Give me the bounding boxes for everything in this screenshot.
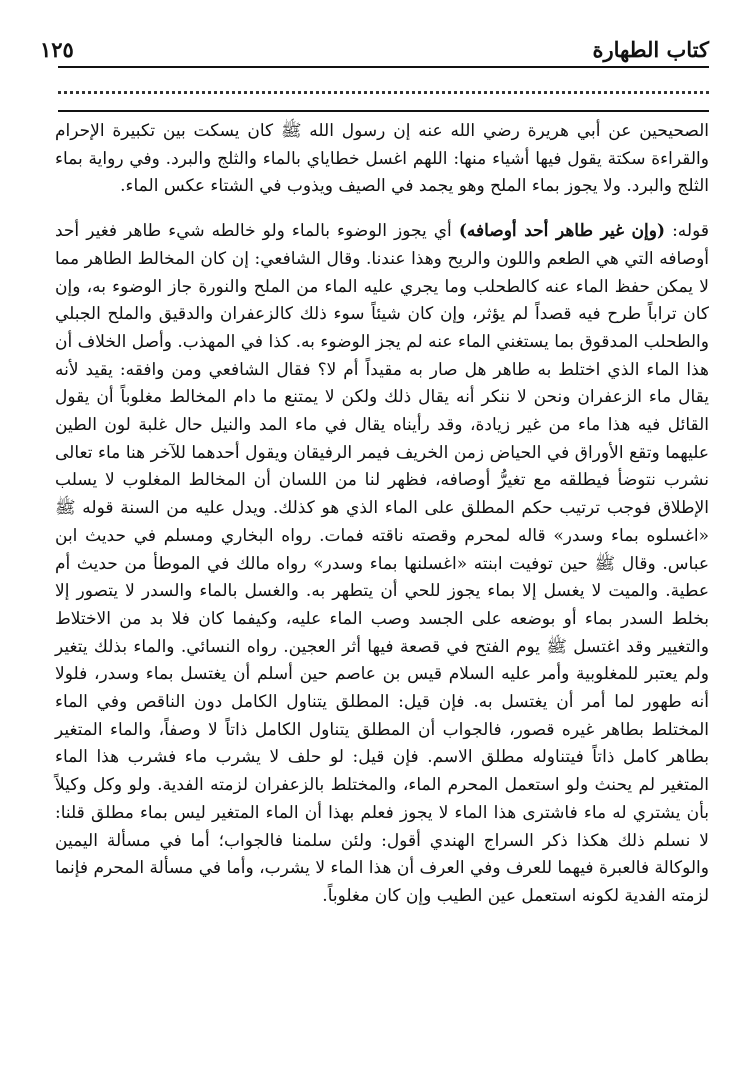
- footnote-separator-rule: [58, 110, 709, 112]
- body-text: [55, 118, 709, 911]
- quoted-matn-phrase: (وإن غير طاهر أحد أوصافه): [458, 221, 666, 242]
- book-title: كتاب الطهارة: [592, 37, 709, 62]
- paragraph-lead: قوله:: [665, 221, 710, 242]
- paragraph-body: أي يجوز الوضوء بالماء ولو خالطه شيء طاهر فغير أحد أوصافه التي هي الطعم واللون والريح وهذا عندنا. وقال الشافعي: إن كان المخالط الطاهر مما لا يمكن حفظ الماء عنه كالطحلب وما يجري عليه الماء من الملح والنورة جاز الوضوء به، وإن كان تراباً طرح فيه قصداً لم يؤثر، وإن كان شيئاً سوء ذلك كالزعفران والدقيق والملح الجبلي والطحلب المدقوق بما يستغني الماء عنه لم يجز الوضوء به. كذا في المهذب. وأصل الخلاف أن هذا الماء الذي اختلط به طاهر هل صار به مقيداً أم لا؟ فقال الشافعي ومن وافقه: يقيد لأنه يقال ماء الزعفران ونحن لا ننكر أنه يقال ذلك ولكن لا يمتنع ما دام المخالط مغلوباً أن يقول القائل فيه هذا ماء من غير زيادة، وقد رأيناه يقال في ماء المد والنيل حال غلبة لون الطين عليهما وتقع الأوراق في الحياض زمن الخريف فيمر الرفيقان ويقول أحدهما للآخر هنا ماء تعالى نشرب نتوضأ فيطلقه مع تغيرُّ أوصافه، فظهر لنا من اللسان أن المخالط المغلوب لا يسلب الإطلاق فوجب ترتيب حكم المطلق على الماء الذي هو كذلك. ويدل عليه من السنة قوله ﷺ «اغسلوه بماء وسدر» قاله لمحرم وقصته ناقته فمات. رواه البخاري ومسلم في حديث ابن عباس. وقال ﷺ حين توفيت ابنته «اغسلنها بماء وسدر» رواه مالك في الموطأ من حديث أم عطية. والميت لا يغسل إلا بماء يجوز للحي أن يتطهر به. والغسل بالماء والسدر لا يتصور إلا بخلط السدر بماء أو بوضعه على الجسد وصب الماء عليه، وكيفما كان فلا بد من الاختلاط والتغيير وقد اغتسل ﷺ يوم الفتح في قصعة فيها أثر العجين. رواه النسائي. والماء بذلك يتغير ولم يعتبر للمغلوبية وأمر عليه السلام قيس بن عاصم حين أسلم أن يغتسل بماء وسدر، فلولا أنه طهور لما أمر أن يغتسل به. فإن قيل: المطلق يتناول الكامل دون الناقص وفي الماء المختلط بطاهر غيره قصور، فالجواب أن المطلق يتناول الكامل ذاتاً لا وصفاً، والماء المتغير بطاهر كامل ذاتاً فيتناوله مطلق الاسم. فإن قيل: لو حلف لا يشرب ماء فشرب هذا الماء المتغير لم يحنث ولو استعمل المحرم الماء، والمختلط بالزعفران لزمته الفدية. ولو وكل وكيلاً بأن يشتري له ماء فاشترى هذا الماء لا يجوز فعلم بهذا أن الماء المتغير ليس بماء مطلق قلنا: لا نسلم ذلك هكذا ذكر السراج الهندي أقول: ولئن سلمنا فالجواب؛ أما في مسألة اليمين والوكالة فالعبرة فيهما للعرف وفي العرف أن هذا الماء لا يشرب، وأما في مسألة المحرم فإنما لزمته الفدية لكونه استعمل عين الطيب وإن كان مغلوباً.: [55, 221, 709, 906]
- page-number: ١٢٥: [40, 37, 74, 62]
- paragraph-1: الصحيحين عن أبي هريرة رضي الله عنه إن رسول الله ﷺ كان يسكت بين تكبيرة الإحرام والقراءة سكتة يقول فيها أشياء منها: اللهم اغسل خطاياي بالماء والثلج والبرد. وفي رواية بماء الثلج والبرد. ولا يجوز بماء الملح وهو يجمد في الصيف ويذوب في الشتاء عكس الماء.: [55, 121, 709, 197]
- dotted-separator: [58, 91, 709, 94]
- running-head: [40, 32, 709, 62]
- header-rule: [58, 66, 709, 68]
- paragraph-2: [55, 218, 709, 911]
